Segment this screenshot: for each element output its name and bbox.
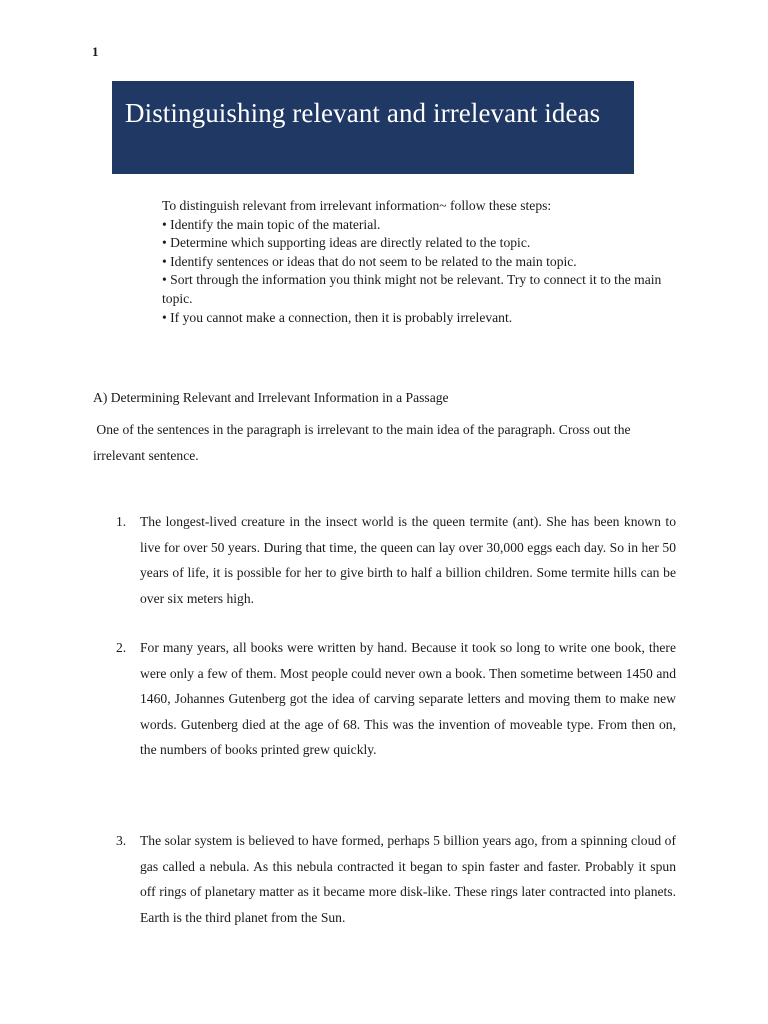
steps-intro: To distinguish relevant from irrelevant information~ follow these steps: bbox=[162, 198, 552, 213]
document-title: Distinguishing relevant and irrelevant ideas bbox=[125, 98, 601, 128]
step-item: • Sort through the information you think might not be relevant. Try to connect it to the main topic. bbox=[162, 272, 662, 306]
exercise-item bbox=[116, 828, 676, 930]
step-item: • Identify sentences or ideas that do not seem to be related to the main topic. bbox=[162, 253, 577, 269]
instruction-text: One of the sentences in the paragraph is irrelevant to the main idea of the paragraph. Cross out the irrelevant sentence. bbox=[93, 422, 631, 463]
exercise-text: The solar system is believed to have formed, perhaps 5 billion years ago, from a spinning cloud of gas called a nebula. As this nebula contracted it began to spin faster and faster. Probably it spun off rings of planetary matter as it became more disk-like. These rings later contracted into planets. Earth is the third planet from the Sun. bbox=[140, 833, 676, 925]
exercise-item bbox=[116, 509, 676, 611]
step-item: • If you cannot make a connection, then it is probably irrelevant. bbox=[162, 309, 513, 325]
exercise-text: The longest-lived creature in the insect world is the queen termite (ant). She has been known to live for over 50 years. During that time, the queen can lay over 30,000 eggs each day. So in her 50 years of life, it is possible for her to give birth to half a billion children. Some termite hills can be over six meters high. bbox=[140, 514, 676, 606]
steps-block bbox=[162, 197, 682, 327]
exercise-item bbox=[116, 635, 676, 763]
section-instruction bbox=[93, 417, 665, 468]
step-item: • Identify the main topic of the material. bbox=[162, 216, 381, 232]
title-banner bbox=[112, 81, 634, 174]
exercise-number: 2. bbox=[116, 640, 127, 655]
exercise-text: For many years, all books were written by hand. Because it took so long to write one book, there were only a few of them. Most people could never own a book. Then sometime between 1450 and 1460, Johannes Gutenberg got the idea of carving separate letters and moving them to make new words. Gutenberg died at the age of 68. This was the invention of moveable type. From then on, the numbers of books printed grew quickly. bbox=[140, 640, 676, 757]
exercise-number: 1. bbox=[116, 514, 127, 529]
exercise-number: 3. bbox=[116, 833, 127, 848]
page-number: 1 bbox=[92, 44, 99, 59]
step-item: • Determine which supporting ideas are directly related to the topic. bbox=[162, 235, 531, 251]
section-heading: A) Determining Relevant and Irrelevant Information in a Passage bbox=[93, 390, 449, 405]
